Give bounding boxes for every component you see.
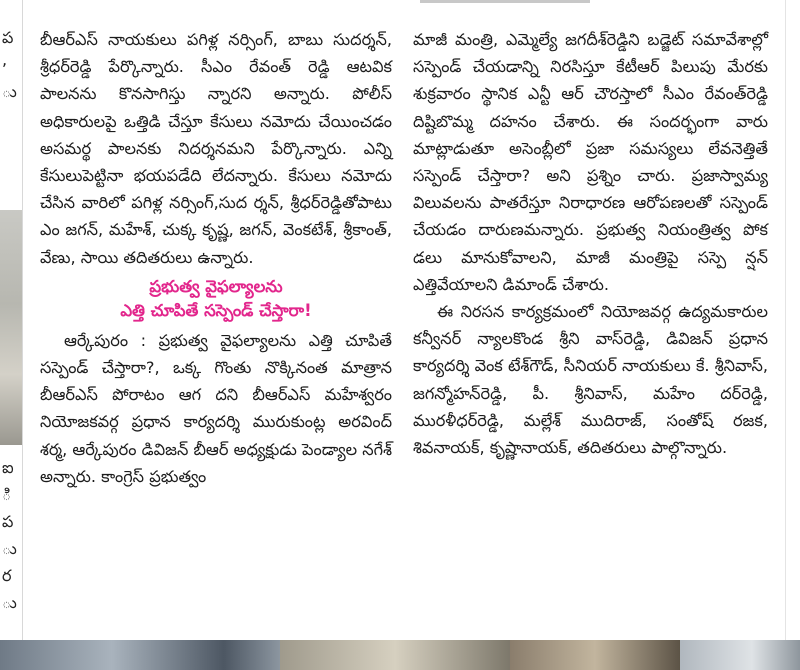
adjacent-text-fragment: ప [2,28,14,47]
bottom-photo [0,640,280,670]
sub-headline-line: ఎత్తి చూపితే సస్పెండ్‌ చేస్తారా! [120,300,312,320]
adjacent-text-fragment: ప [2,512,14,531]
sub-headline [40,275,392,323]
body-paragraph: ఈ నిరసన కార్యక్రమంలో నియోజవర్గ ఉద్యమకారుల కన్వీనర్‌ న్యాలకొండ శ్రీని వాస్‌రెడ్డి, డివిజన్‌ ప్రధాన కార్యదర్శి వెంక టేశ్‌గౌడ్‌, సీనియర్‌ నాయకులు కే. శ్రీనివాస్‌, జగన్మోహన్‌రెడ్డి, పీ. శ్రీనివాస్‌, మహేం దర్‌రెడ్డి, మురళీధర్‌రెడ్డి, మల్లేశ్‌ ముదిరాజ్‌, సంతోష్‌ రజక, శివనాయక్‌, కృష్ణానాయక్‌, తదితరులు పాల్గొన్నారు. [413,302,768,458]
adjacent-text-fragment: ఐ [2,458,14,477]
adjacent-text-fragment: ు [2,82,17,101]
adjacent-photo [0,210,22,445]
adjacent-text-fragment: ు [2,539,17,558]
bottom-photo [510,640,680,670]
article-column-left [40,26,392,490]
page-right-margin [785,0,800,670]
body-paragraph: మాజీ మంత్రి, ఎమ్మెల్యే జగదీశ్‌రెడ్డిని బడ్జెట్‌ సమావేశాల్లో సస్పెండ్‌ చేయడాన్ని నిరసిస్తూ కేటీఆర్‌ పిలుపు మేరకు శుక్రవారం స్థానిక ఎన్టీ ఆర్‌ చౌరస్తాలో సీఎం రేవంత్‌రెడ్డి దిష్టిబొమ్మ దహనం చేశారు. ఈ సందర్భంగా వారు మాట్లాడుతూ అసెంబ్లీలో ప్రజా సమస్యలు లేవనెత్తితే సస్పెండ్‌ చేస్తారా? అని ప్రశ్నిం చారు. ప్రజాస్వామ్య విలువలను పాతరేస్తూ నిరాధారణ ఆరోపణలతో సస్పెండ్‌ చేయడం దారుణమన్నారు. ప్రభుత్వ నియంత్రిత్వ పోక డలు మానుకోవాలని, మాజీ మంత్రిపై సస్పె న్షన్‌ ఎత్తివేయాలని డిమాండ్‌ చేశారు. [413,30,768,294]
adjacent-text-fragment: , [2,50,8,69]
adjacent-text-fragment: ర [2,566,12,585]
adjacent-text-fragment: ి [2,485,12,504]
top-divider [420,0,590,3]
adjacent-text-fragment: ు [2,593,17,612]
article-column-right [413,26,768,461]
bottom-photo [680,640,800,670]
bottom-photo [280,640,510,670]
body-paragraph: ఆర్కేపురం : ప్రభుత్వ వైఫల్యాలను ఎత్తి చూపితే సస్పెండ్‌ చేస్తారా?, ఒక్క గొంతు నొక్కినంత మాత్రాన బీఆర్‌ఎస్‌ పోరాటం ఆగ దని బీఆర్‌ఎస్‌ మహేశ్వరం నియోజకవర్గ ప్రధాన కార్యదర్శి మురుకుంట్ల అరవింద్‌ శర్మ, ఆర్కేపురం డివిజన్‌ బీఆర్‌ అధ్యక్షుడు పెండ్యాల నగేశ్‌ అన్నారు. కాంగ్రెస్‌ ప్రభుత్వం [40,330,393,486]
body-paragraph: బీఆర్‌ఎస్‌ నాయకులు పగిళ్ల నర్సింగ్‌, బాబు సుదర్శన్‌, శ్రీధర్‌రెడ్డి పేర్కొన్నారు. సీఎం రేవంత్‌ రెడ్డి ఆటవిక పాలనను కొనసాగిస్తు న్నారని అన్నారు. పోలీస్‌ అధికారులపై ఒత్తిడి చేస్తూ కేసులు నమోదు చేయించడం అసమర్థ పాలనకు నిదర్శనమని పేర్కొన్నారు. ఎన్ని కేసులుపెట్టినా భయపడేది లేదన్నారు. కేసులు నమోదు చేసిన వారిలో పగిళ్ల నర్సింగ్‌,సుద ర్శన్‌, శ్రీధర్‌రెడ్డితోపాటు ఎం జగన్‌, మహేశ్‌, చుక్క కృష్ణ, జగన్‌, వెంకటేశ్‌, శ్రీకాంత్‌, వేణు, సాయి తదితరులు ఉన్నారు. [40,30,392,267]
bottom-photo-strip [0,640,800,670]
sub-headline-line: ప్రభుత్వ వైఫల్యాలను [149,276,283,296]
